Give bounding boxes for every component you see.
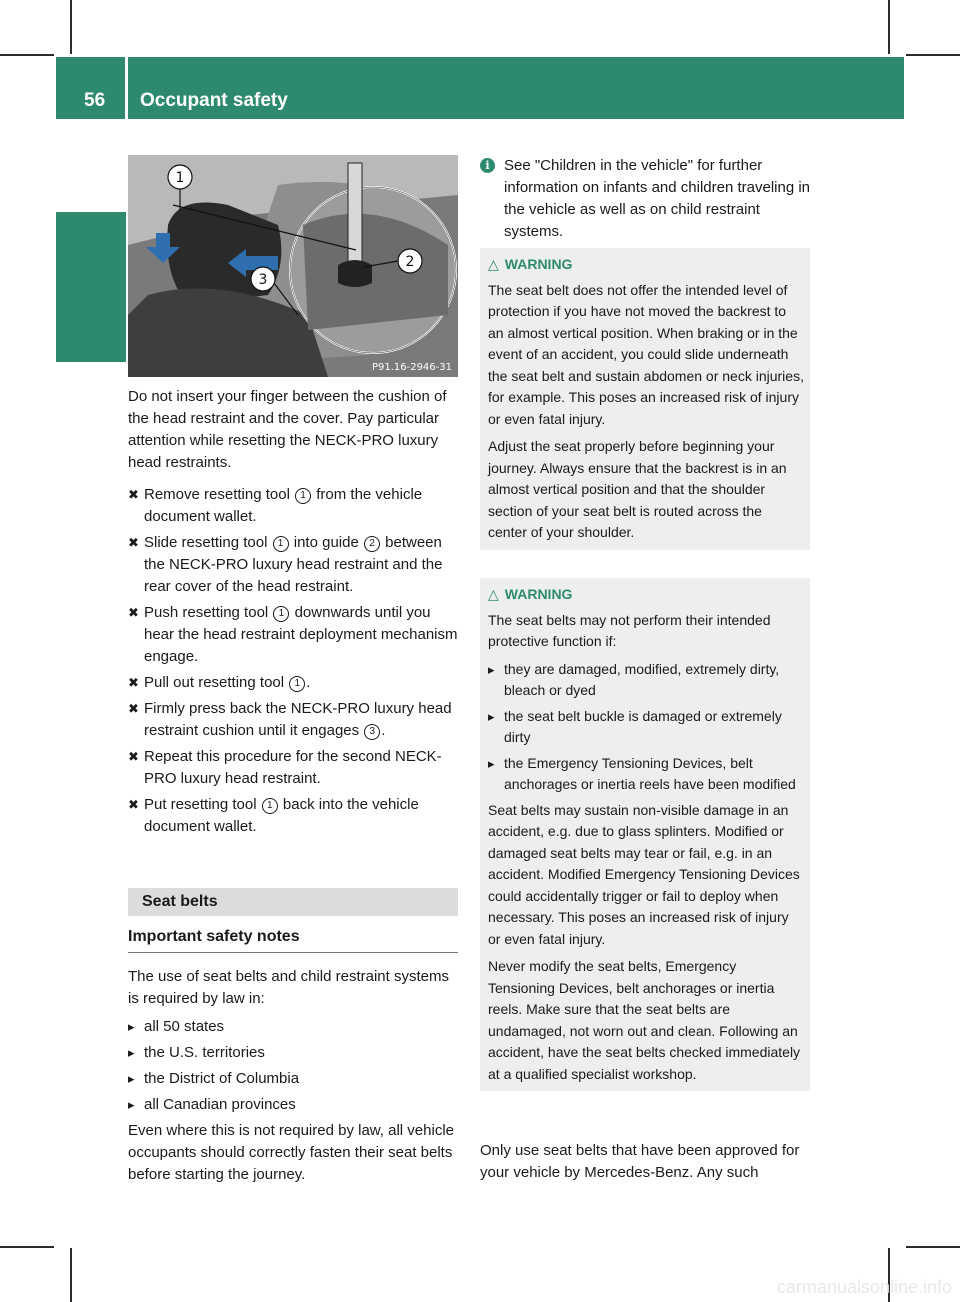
step-text: Put resetting tool (144, 796, 261, 813)
bullet-icon: ▸ (128, 1045, 135, 1060)
step-text: Remove resetting tool (144, 486, 295, 503)
page-title: Occupant safety (140, 90, 288, 111)
callout-2: 2 (405, 254, 415, 270)
step-text: Slide resetting tool (144, 534, 272, 551)
step-item (128, 484, 460, 528)
step-text: between the NECK-PRO luxury head restraint and the rear cover of the head restraint. (144, 534, 443, 595)
step-arrow-icon: ✖ (128, 487, 139, 502)
subsection-heading: Important safety notes (128, 928, 458, 953)
step-arrow-icon: ✖ (128, 675, 139, 690)
warning-paragraph: Never modify the seat belts, Emergency Tensioning Devices, belt anchorages or inertia reels. Make sure that the seat belts are undamaged, not worn out and clean. Following an accident, have the seat belts checked immediately at a qualified specialist workshop. (488, 958, 801, 1082)
head-restraint-figure (128, 155, 458, 377)
callout-1: 1 (175, 170, 185, 186)
step-text: Firmly press back the NECK-PRO luxury head restraint cushion until it engages (144, 700, 452, 739)
step-text: into guide (289, 534, 363, 551)
step-item (128, 602, 460, 668)
step-list (128, 484, 460, 838)
figure-code: P91.16-2946-31 (371, 362, 452, 373)
step-text: . (381, 722, 386, 739)
intro-paragraph: Do not insert your finger between the cushion of the head restraint and the cover. Pay particular attention while resetting the NECK-PRO luxury head restraints. (128, 388, 447, 471)
step-item (128, 532, 460, 598)
list-item: ▸ all Canadian provinces (128, 1094, 460, 1116)
bullet-icon: ▸ (488, 708, 495, 724)
list-item: ▸ the District of Columbia (128, 1068, 460, 1090)
step-text: from the vehicle document wallet. (144, 486, 423, 525)
step-arrow-icon: ✖ (128, 797, 139, 812)
reference-number: 1 (262, 798, 278, 814)
list-item: ▸ all 50 states (128, 1016, 460, 1038)
list-item: ▸ the U.S. territories (128, 1042, 460, 1064)
step-item (128, 672, 460, 694)
closing-paragraph: Only use seat belts that have been approved for your vehicle by Mercedes-Benz. Any such (480, 1142, 800, 1181)
info-note (480, 155, 810, 243)
bullet-icon: ▸ (488, 755, 495, 771)
step-text: back into the vehicle document wallet. (144, 796, 419, 835)
step-item (128, 794, 460, 838)
reference-number: 3 (364, 724, 380, 740)
warning-triangle-icon: △ (488, 586, 499, 602)
warning-paragraph: Seat belts may sustain non-visible damage in an accident, e.g. due to glass splinters. Modified or damaged seat belts may tear or fail, e.g. in an accident. Modified Emergency Tensioning Devices could accidentally trigger or fail to deploy when necessary. This poses an increased risk of injury or even fatal injury. (488, 801, 800, 947)
bullet-icon: ▸ (128, 1071, 135, 1086)
info-text: See "Children in the vehicle" for further information on infants and children traveling in the vehicle as well as on child restraint systems. (504, 157, 811, 240)
step-text: Pull out resetting tool (144, 674, 289, 691)
callout-3: 3 (258, 272, 268, 288)
list-item: ▸ the seat belt buckle is damaged or extremely dirty (488, 707, 782, 745)
step-arrow-icon: ✖ (128, 749, 139, 764)
chapter-label: Safety (80, 282, 103, 346)
bullet-icon: ▸ (128, 1019, 135, 1034)
list-item: ▸ they are damaged, modified, extremely dirty, bleach or dyed (488, 660, 780, 698)
list-item: ▸ the Emergency Tensioning Devices, belt anchorages or inertia reels have been modified (488, 754, 796, 792)
section-heading: Seat belts (128, 888, 458, 916)
left-column (128, 386, 460, 842)
bullet-icon: ▸ (488, 661, 495, 677)
warning-paragraph: Adjust the seat properly before beginning your journey. Always ensure that the backrest is in an almost vertical position and that the shoulder section of your seat belt is routed across the center of your shoulder. (488, 438, 787, 540)
warning-triangle-icon: △ (488, 256, 499, 272)
crop-mark (906, 54, 960, 56)
reference-number: 2 (364, 536, 380, 552)
header-divider (125, 57, 128, 119)
crop-mark (70, 1248, 72, 1302)
step-item (128, 698, 460, 742)
step-arrow-icon: ✖ (128, 535, 139, 550)
crop-mark (0, 1246, 54, 1248)
warning-paragraph: The seat belt does not offer the intended level of protection if you have not moved the backrest to an almost vertical position. When braking or in the event of an accident, you could slide underneath the seat belt and sustain abdomen or neck injuries, for example. This poses an increased risk of injury or even fatal injury. (488, 281, 804, 427)
warning-box-1 (480, 248, 810, 550)
law-intro: The use of seat belts and child restraint systems is required by law in: (128, 968, 449, 1007)
step-text: Repeat this procedure for the second NECK-PRO luxury head restraint. (144, 748, 442, 787)
reference-number: 1 (289, 676, 305, 692)
warning-intro: The seat belts may not perform their intended protective function if: (488, 611, 771, 649)
law-block (128, 966, 460, 1196)
reference-number: 1 (273, 606, 289, 622)
warning-title: △ WARNING (488, 256, 573, 272)
info-icon: i (480, 158, 495, 173)
crop-mark (0, 54, 54, 56)
bullet-icon: ▸ (128, 1097, 135, 1112)
crop-mark (888, 0, 890, 54)
step-arrow-icon: ✖ (128, 701, 139, 716)
step-arrow-icon: ✖ (128, 605, 139, 620)
reference-number: 1 (273, 536, 289, 552)
warning-box-2 (480, 578, 810, 1091)
reference-number: 1 (295, 488, 311, 504)
watermark: carmanualsonline.info (776, 1277, 952, 1297)
page-number: 56 (84, 90, 106, 111)
step-text: downwards until you hear the head restraint deployment mechanism engage. (144, 604, 458, 665)
law-outro: Even where this is not required by law, all vehicle occupants should correctly fasten their seat belts before starting the journey. (128, 1122, 455, 1183)
step-text: . (306, 674, 311, 691)
warning-title: △ WARNING (488, 586, 573, 602)
crop-mark (70, 0, 72, 54)
crop-mark (906, 1246, 960, 1248)
head-restraint-illustration (128, 155, 458, 377)
step-text: Push resetting tool (144, 604, 273, 621)
step-item (128, 746, 460, 790)
